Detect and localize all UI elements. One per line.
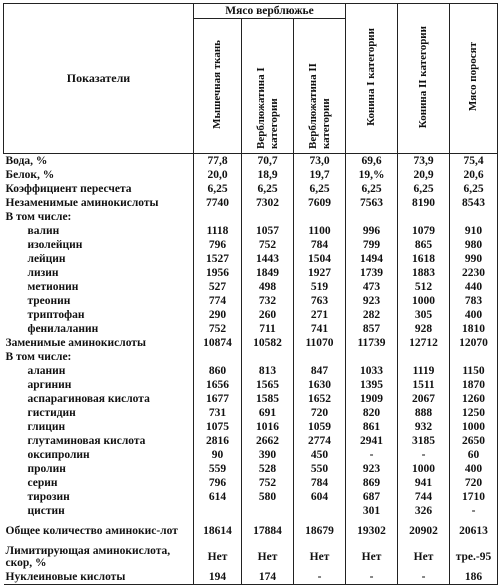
table-row [4,434,498,448]
table-cell: 2774 [294,434,346,448]
table-cell: 1119 [398,364,450,378]
table-cell: 861 [346,420,398,434]
table-row [4,182,498,196]
table-row [4,378,498,392]
table-cell: 796 [194,476,242,490]
row-label: пролин [4,462,194,476]
table-cell: 1585 [242,392,294,406]
row-label: Общее количество аминокис-лот [4,518,194,544]
table-cell: 1883 [398,266,450,280]
table-cell: 7563 [346,196,398,210]
table-cell [194,504,242,518]
table-row [4,476,498,490]
table-cell: 12712 [398,336,450,350]
table-cell: - [398,448,450,462]
table-cell: - [398,570,450,585]
table-cell: 1250 [450,406,498,420]
row-label: аланин [4,364,194,378]
table-row [4,448,498,462]
row-label: изолейцин [4,238,194,252]
table-cell: 604 [294,490,346,504]
table-cell: 763 [294,294,346,308]
table-cell [450,350,498,364]
table-cell: 1870 [450,378,498,392]
table-row [4,294,498,308]
table-row [4,336,498,350]
table-cell: 923 [346,294,398,308]
table-cell: 996 [346,224,398,238]
table-row [4,364,498,378]
table-cell: 1059 [294,420,346,434]
table-cell: 6,25 [450,182,498,196]
table-cell: 498 [242,280,294,294]
table-cell: 796 [194,238,242,252]
column-header: Конина I категории [346,4,398,154]
table-cell [294,350,346,364]
table-cell: 75,4 [450,154,498,169]
table-cell: 194 [194,570,242,585]
row-label: валин [4,224,194,238]
table-cell: 1565 [242,378,294,392]
table-cell [242,504,294,518]
table-row [4,196,498,210]
table-cell: 1075 [194,420,242,434]
table-cell: 1150 [450,364,498,378]
row-label: лейцин [4,252,194,266]
table-cell [346,350,398,364]
table-row [4,308,498,322]
table-cell: 720 [450,476,498,490]
table-cell: 1927 [294,266,346,280]
table-cell: 783 [450,294,498,308]
table-cell [450,210,498,224]
table-cell: 1118 [194,224,242,238]
table-cell [294,210,346,224]
table-cell: 799 [346,238,398,252]
row-label: фенилаланин [4,322,194,336]
table-cell: 528 [242,462,294,476]
table-cell: 8543 [450,196,498,210]
table-cell: 400 [450,308,498,322]
table-row [4,210,498,224]
table-cell: 7609 [294,196,346,210]
table-cell: 400 [450,462,498,476]
table-cell: 1652 [294,392,346,406]
table-cell: 11070 [294,336,346,350]
table-cell: 6,25 [346,182,398,196]
row-label: метионин [4,280,194,294]
table-cell: 73,9 [398,154,450,169]
table-row [4,350,498,364]
table-cell: 10874 [194,336,242,350]
table-row [4,544,498,570]
table-cell: 550 [294,462,346,476]
row-label: глутаминовая кислота [4,434,194,448]
table-cell: 990 [450,252,498,266]
table-cell: 910 [450,224,498,238]
table-cell: 6,25 [194,182,242,196]
amino-acid-table [3,3,498,585]
table-cell: 186 [450,570,498,585]
table-cell: 174 [242,570,294,585]
table-cell [346,210,398,224]
table-cell: 6,25 [294,182,346,196]
row-label: триптофан [4,308,194,322]
table-row [4,570,498,585]
table-cell: 17884 [242,518,294,544]
table-cell: 18,9 [242,168,294,182]
table-cell: 711 [242,322,294,336]
table-cell: 1033 [346,364,398,378]
table-row [4,252,498,266]
row-label: глицин [4,420,194,434]
table-cell: 519 [294,280,346,294]
table-cell: 752 [242,476,294,490]
table-cell: 932 [398,420,450,434]
table-row [4,238,498,252]
table-cell: 440 [450,280,498,294]
row-label: Заменимые аминокислоты [4,336,194,350]
table-cell: 1739 [346,266,398,280]
table-cell: 10582 [242,336,294,350]
table-cell: - [346,570,398,585]
table-cell: Нет [398,544,450,570]
table-row [4,154,498,169]
table-cell: 888 [398,406,450,420]
column-header: Мышечная ткань [194,19,242,154]
table-cell: 687 [346,490,398,504]
table-cell: 19302 [346,518,398,544]
row-label: треонин [4,294,194,308]
table-cell: - [294,570,346,585]
row-label: серин [4,476,194,490]
table-row [4,462,498,476]
table-cell: 752 [194,322,242,336]
table-cell: 1000 [398,462,450,476]
table-row [4,168,498,182]
table-row [4,224,498,238]
table-row [4,392,498,406]
table-cell: 1100 [294,224,346,238]
table-cell: 1909 [346,392,398,406]
table-row [4,420,498,434]
table-cell: 1511 [398,378,450,392]
table-cell: 290 [194,308,242,322]
column-header: Мясо поросят [450,4,498,154]
table-cell: 69,6 [346,154,398,169]
table-cell: 450 [294,448,346,462]
table-cell: 1527 [194,252,242,266]
table-cell: 20902 [398,518,450,544]
table-cell: 77,8 [194,154,242,169]
table-cell: 752 [242,238,294,252]
table-cell: 2067 [398,392,450,406]
table-cell: 1079 [398,224,450,238]
row-label: тирозин [4,490,194,504]
table-cell: Нет [194,544,242,570]
table-cell: 813 [242,364,294,378]
column-header: Верблюжатина I категории [242,19,294,154]
table-cell: 18679 [294,518,346,544]
table-cell: 326 [398,504,450,518]
table-cell: 1016 [242,420,294,434]
table-cell: 2650 [450,434,498,448]
table-cell: 1000 [398,294,450,308]
row-label: Вода, % [4,154,194,169]
table-cell: 1443 [242,252,294,266]
table-cell: - [346,448,398,462]
table-row [4,280,498,294]
table-cell: 11739 [346,336,398,350]
table-cell [294,504,346,518]
row-label: аргинин [4,378,194,392]
table-cell: 73,0 [294,154,346,169]
column-header: Верблюжатина II категории [294,19,346,154]
table-cell [242,350,294,364]
table-cell: 1710 [450,490,498,504]
table-cell: 301 [346,504,398,518]
table-cell: 923 [346,462,398,476]
table-cell: 18614 [194,518,242,544]
table-cell: 941 [398,476,450,490]
table-cell: 2230 [450,266,498,280]
table-cell: 1395 [346,378,398,392]
table-cell: 260 [242,308,294,322]
table-cell: 1000 [450,420,498,434]
table-cell: 928 [398,322,450,336]
table-cell: 869 [346,476,398,490]
table-cell: 6,25 [398,182,450,196]
table-cell [194,350,242,364]
table-cell: 6,25 [242,182,294,196]
table-cell: 580 [242,490,294,504]
table-cell: 19,7 [294,168,346,182]
table-cell: 865 [398,238,450,252]
table-cell: 20,9 [398,168,450,182]
table-cell [194,210,242,224]
row-label: гистидин [4,406,194,420]
table-cell: 720 [294,406,346,420]
table-cell: 1810 [450,322,498,336]
table-cell: 20,6 [450,168,498,182]
table-cell: 691 [242,406,294,420]
table-cell: 7302 [242,196,294,210]
table-cell: 390 [242,448,294,462]
table-cell: 1504 [294,252,346,266]
table-cell: 1849 [242,266,294,280]
table-cell: 1656 [194,378,242,392]
table-cell: 60 [450,448,498,462]
table-cell: тре.-95 [450,544,498,570]
table-cell: 12070 [450,336,498,350]
row-label: лизин [4,266,194,280]
table-cell: 19,% [346,168,398,182]
table-cell: 741 [294,322,346,336]
table-cell: 860 [194,364,242,378]
row-label: Нуклеиновые кислоты [4,570,194,585]
table-cell: 784 [294,476,346,490]
column-header: Конина II категории [398,4,450,154]
table-row [4,406,498,420]
table-row [4,490,498,504]
table-cell: Нет [294,544,346,570]
table-cell: 70,7 [242,154,294,169]
table-cell: 732 [242,294,294,308]
table-cell: 1260 [450,392,498,406]
table-cell: 980 [450,238,498,252]
table-body [4,154,498,585]
table-cell: 1494 [346,252,398,266]
row-label: В том числе: [4,210,194,224]
table-cell: 1057 [242,224,294,238]
row-label: оксипролин [4,448,194,462]
table-cell: 473 [346,280,398,294]
table-cell: 1677 [194,392,242,406]
table-cell: 559 [194,462,242,476]
table-cell: Нет [346,544,398,570]
row-label: Коэффициент пересчета [4,182,194,196]
table-cell: 8190 [398,196,450,210]
table-cell: 847 [294,364,346,378]
table-cell: 305 [398,308,450,322]
table-cell: - [450,504,498,518]
table-cell: 20613 [450,518,498,544]
table-cell: 731 [194,406,242,420]
row-label: аспарагиновая кислота [4,392,194,406]
table-cell: 857 [346,322,398,336]
table-cell: Нет [242,544,294,570]
row-label: цистин [4,504,194,518]
table-cell: 90 [194,448,242,462]
camel-meat-group-header: Мясо верблюжье [194,4,346,19]
table-row [4,322,498,336]
table-cell: 614 [194,490,242,504]
table-cell: 784 [294,238,346,252]
table-cell: 1630 [294,378,346,392]
table-cell: 744 [398,490,450,504]
table-cell: 3185 [398,434,450,448]
row-label: Лимитирующая аминокислота, скор, % [4,544,194,570]
table-cell: 512 [398,280,450,294]
table-cell: 271 [294,308,346,322]
row-label: В том числе: [4,350,194,364]
table-cell [398,210,450,224]
table-row [4,518,498,544]
table-cell: 774 [194,294,242,308]
table-cell: 820 [346,406,398,420]
table-cell: 2662 [242,434,294,448]
table-cell: 282 [346,308,398,322]
table-cell: 527 [194,280,242,294]
indicator-header: Показатели [4,4,194,154]
table-row [4,504,498,518]
table-cell [398,350,450,364]
table-cell: 7740 [194,196,242,210]
table-cell: 1956 [194,266,242,280]
table-cell: 2941 [346,434,398,448]
table-cell [242,210,294,224]
row-label: Белок, % [4,168,194,182]
row-label: Незаменимые аминокислоты [4,196,194,210]
table-cell: 2816 [194,434,242,448]
table-cell: 20,0 [194,168,242,182]
table-cell: 1618 [398,252,450,266]
table-row [4,266,498,280]
